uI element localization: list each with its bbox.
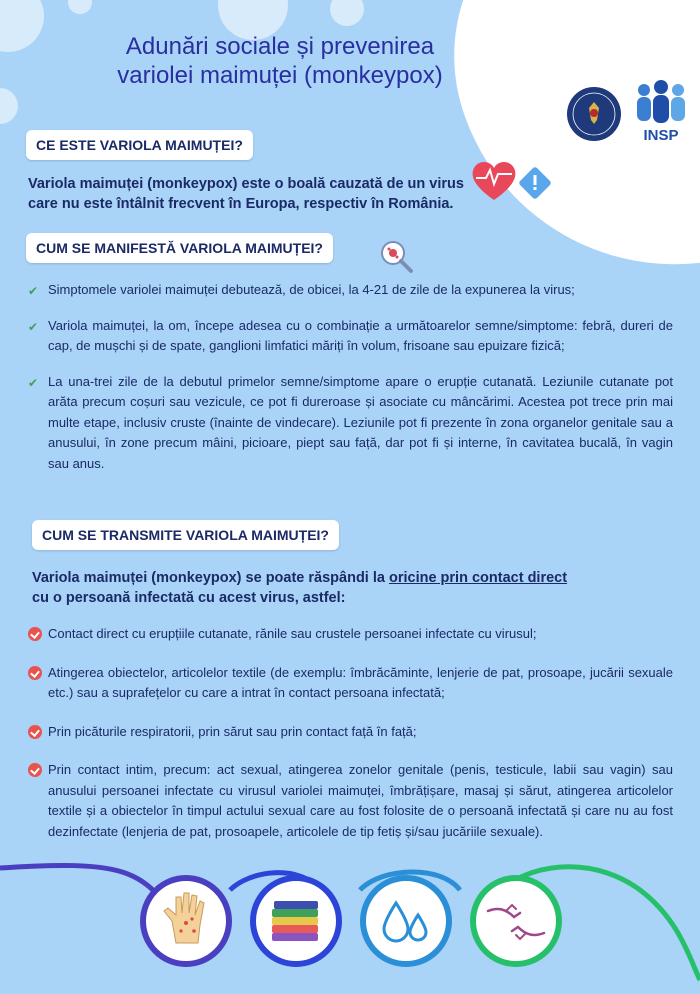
list-item	[28, 722, 673, 743]
check-circle-icon	[28, 627, 42, 641]
transmission-text: Atingerea obiectelor, articolelor textile (de exemplu: îmbrăcăminte, lenjerie de pat, prosoape, jucării sexuale etc.) sau a suprafețelor cu care a intrat în contact persoana infectată;	[48, 664, 673, 700]
decor-bubble	[330, 0, 364, 26]
check-icon: ✔	[28, 319, 39, 334]
hand-rash-circle	[140, 875, 232, 967]
symptom-text: La una-trei zile de la debutul primelor semne/simptome apare o erupție cutanată. Leziunile cutanate pot arăta precum coșuri sau vezicule, ce pot fi dureroase și asociate cu mâncărimi. Acestea pot trece prin mai multe etape, inclusiv cruste (înainte de vindecare). Leziunile pot fi prezente în zona organelor genitale sau a anusului, în zone precum mâini, picioare, piept sau față, dar pot fi și interne, în cavitatea bucală, în vagin sau anus.	[48, 373, 673, 471]
section-heading-what-is: CE ESTE VARIOLA MAIMUȚEI?	[26, 130, 253, 160]
title-line-1: Adunări sociale și prevenirea	[125, 33, 435, 60]
list-item	[28, 372, 673, 475]
heart-alert-icon	[466, 150, 556, 210]
transmission-lead-underlined: oricine prin contact direct	[388, 570, 568, 586]
title-line-2: variolei maimuței (monkeypox)	[117, 62, 443, 89]
check-icon: ✔	[28, 284, 39, 298]
transmission-text: Prin picăturile respiratorii, prin sărut sau prin contact față în față;	[48, 723, 417, 739]
droplets-circle	[360, 875, 452, 967]
page-title	[60, 32, 500, 90]
what-is-line-1: Variola maimuței (monkeypox) este o boală cauzată de un virus	[28, 176, 464, 192]
decor-bubble	[0, 88, 18, 124]
hand-rash-icon	[146, 881, 226, 961]
folded-textiles-circle	[250, 875, 342, 967]
transmission-line-2: cu o persoană infectată cu acest virus, astfel:	[32, 590, 346, 606]
what-is-description	[28, 174, 464, 214]
transmission-description	[32, 568, 567, 608]
droplets-icon	[366, 881, 446, 961]
check-circle-icon	[28, 725, 42, 739]
transmission-line-1	[32, 568, 567, 588]
check-circle-icon	[28, 666, 42, 680]
list-item	[28, 280, 673, 301]
insp-people-logo-icon	[632, 80, 690, 146]
transmission-text: Contact direct cu erupțiile cutanate, rănile sau crustele persoanei infectate cu virusul;	[48, 626, 537, 641]
symptom-text: Simptomele variolei maimuței debutează, de obicei, la 4-21 de zile de la expunerea la virus;	[48, 282, 575, 297]
check-circle-icon	[28, 763, 42, 777]
insp-logo-text: INSP	[643, 127, 679, 144]
section-heading-symptoms: CUM SE MANIFESTĂ VARIOLA MAIMUȚEI?	[26, 233, 333, 263]
decor-wave	[0, 850, 700, 994]
list-item	[28, 316, 673, 357]
section-heading-transmission: CUM SE TRANSMITE VARIOLA MAIMUȚEI?	[32, 520, 339, 550]
list-item	[28, 760, 673, 842]
list-item	[28, 624, 673, 645]
list-item	[28, 663, 673, 704]
transmission-list	[28, 624, 673, 842]
what-is-line-2: care nu este întâlnit frecvent în Europa, respectiv în România.	[28, 196, 454, 212]
magnifier-virus-icon	[378, 238, 418, 278]
symptoms-list	[28, 280, 673, 474]
decor-bubble	[0, 0, 44, 52]
transmission-lead-text: Variola maimuței (monkeypox) se poate răspândi la	[32, 570, 389, 586]
check-icon: ✔	[28, 375, 39, 390]
symptom-text: Variola maimuței, la om, începe adesea cu o combinație a următoarelor semne/simptome: febră, dureri de cap, de mușchi și de spate, ganglioni limfatici măriți în volum, frisoane sau epuizare fizică;	[48, 317, 673, 353]
transmission-text: Prin contact intim, precum: act sexual, atingerea zonelor genitale (penis, testicule, labii sau vagin) sau anusului persoanei infectate cu virusul variolei maimuței, îmbrățișare, masaj și sărut, atingerea articolelor textile și a obiectelor în timpul actului sexual care au fost folosite de o persoană infectată și care nu au fost dezinfectate (lenjeria de pat, prosoapele, articolele de tip fetiș și/sau jucăriile sexuale).	[48, 762, 673, 839]
touching-hands-icon	[476, 881, 556, 961]
folded-textiles-icon	[256, 881, 336, 961]
decor-bubble	[68, 0, 92, 14]
romanian-government-seal-icon	[566, 86, 622, 142]
touching-hands-circle	[470, 875, 562, 967]
